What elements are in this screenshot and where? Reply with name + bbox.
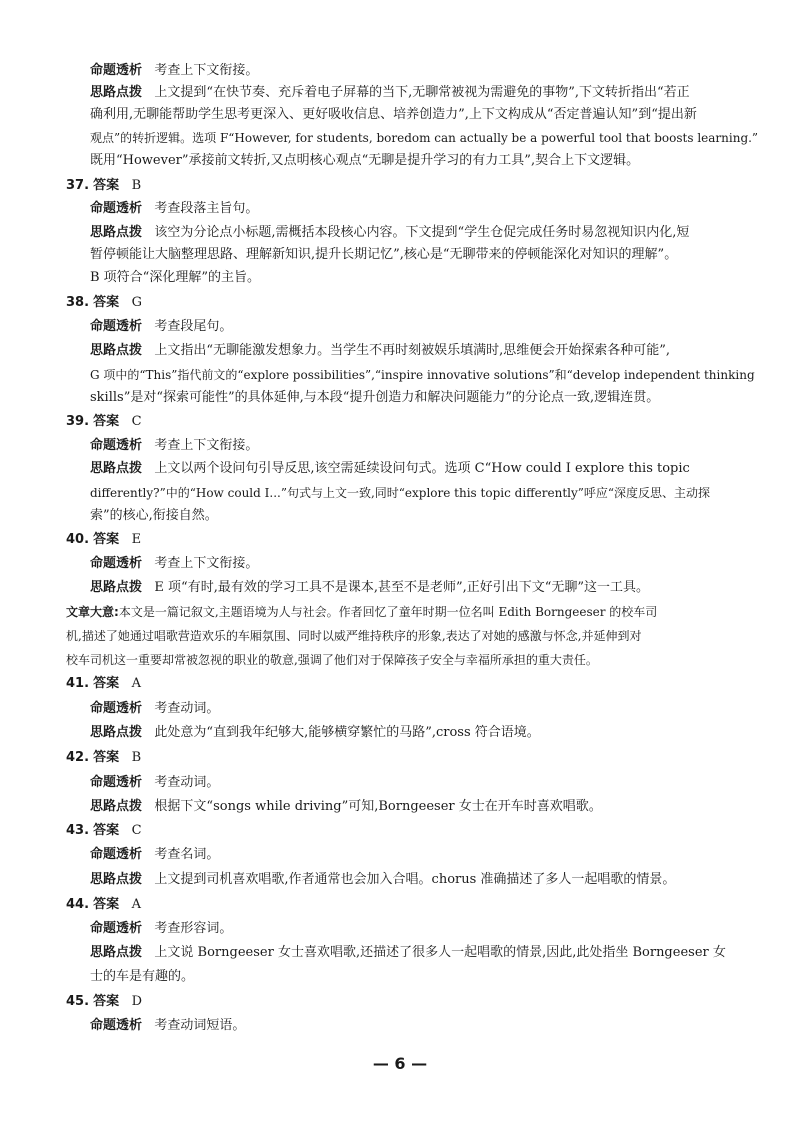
hint-line: 思路点拨 E 项“有时,最有效的学习工具不是课本,甚至不是老师”,正好引出下文“无聊”这一工具。 [90, 580, 650, 595]
page-number: — 6 — [372, 1054, 428, 1073]
answer-line: 41. 答案 A [66, 676, 141, 691]
answer-line: 45. 答案 D [66, 994, 143, 1009]
summary-line: 机,描述了她通过唱歌营造欢乐的车厢氛围、同时以威严维持秩序的形象,表达了对她的感激与怀念,并延伸到对 [66, 629, 642, 643]
hint-line: 观点”的转折逻辑。选项 F“However, for students, boredom can actually be a powerful tool that boosts learning.” [90, 131, 759, 145]
answer-line: 39. 答案 C [66, 414, 142, 429]
hint-line: 思路点拨 上文以两个设问句引导反思,该空需延续设问句式。选项 C“How could I explore this topic [90, 461, 690, 476]
hint-line: 既用“However”承接前文转折,又点明核心观点“无聊是提升学习的有力工具”,契合上下文逻辑。 [90, 153, 640, 168]
hint-line: 士的车是有趣的。 [90, 969, 195, 984]
hint-line: 确利用,无聊能帮助学生思考更深入、更好吸收信息、培养创造力”,上下文构成从“否定普遍认知”到“提出新 [90, 107, 697, 122]
analysis-line: 命题透析 考查段落主旨句。 [90, 201, 259, 216]
hint-line: 思路点拨 上文提到司机喜欢唱歌,作者通常也会加入合唱。chorus 准确描述了多人一起唱歌的情景。 [90, 872, 676, 887]
answer-line: 38. 答案 G [66, 295, 142, 310]
analysis-line: 命题透析 考查动词短语。 [90, 1018, 246, 1033]
hint-line: 思路点拨 上文指出“无聊能激发想象力。当学生不再时刻被娱乐填满时,思维便会开始探索各种可能”, [90, 343, 670, 358]
analysis-line: 命题透析 考查动词。 [90, 701, 220, 716]
analysis-line: 命题透析 考查名词。 [90, 847, 220, 862]
hint-line: 思路点拨 该空为分论点小标题,需概括本段核心内容。下文提到“学生仓促完成任务时易忽视知识内化,短 [90, 225, 690, 240]
hint-line: 思路点拨 上文说 Borngeeser 女士喜欢唱歌,还描述了很多人一起唱歌的情景,因此,此处指坐 Borngeeser 女 [90, 945, 726, 960]
hint-line: 思路点拨 上文提到“在快节奏、充斥着电子屏幕的当下,无聊常被视为需避免的事物”,下文转折指出“若正 [90, 85, 690, 100]
answer-line: 44. 答案 A [66, 897, 141, 912]
answer-line: 40. 答案 E [66, 532, 142, 547]
hint-line: 索”的核心,衔接自然。 [90, 508, 218, 523]
hint-line: 暂停顿能让大脑整理思路、理解新知识,提升长期记忆”,核心是“无聊带来的停顿能深化对知识的理解”。 [90, 247, 678, 262]
analysis-line: 命题透析 考查动词。 [90, 775, 220, 790]
hint-line: B 项符合“深化理解”的主旨。 [90, 270, 260, 285]
hint-line: G 项中的“This”指代前文的“explore possibilities”,“inspire innovative solutions”和“develop independent thinking [90, 368, 755, 382]
answer-line: 37. 答案 B [66, 178, 142, 193]
analysis-line: 命题透析 考查形容词。 [90, 921, 233, 936]
answer-line: 42. 答案 B [66, 750, 142, 765]
hint-line: 思路点拨 此处意为“直到我年纪够大,能够横穿繁忙的马路”,cross 符合语境。 [90, 725, 540, 740]
summary-line: 校车司机这一重要却常被忽视的职业的敬意,强调了他们对于保障孩子安全与幸福所承担的重大责任。 [66, 653, 598, 667]
hint-line: skills”是对“探索可能性”的具体延伸,与本段“提升创造力和解决问题能力”的分论点一致,逻辑连贯。 [90, 390, 660, 405]
hint-line: differently?”中的“How could I...”句式与上文一致,同时“explore this topic differently”呼应“深度反思、主动探 [90, 486, 711, 500]
summary-line: 文章大意:本文是一篇记叙文,主题语境为人与社会。作者回忆了童年时期一位名叫 Edith Borngeeser 的校车司 [66, 605, 658, 619]
hint-line: 思路点拨 根据下文“songs while driving”可知,Borngeeser 女士在开车时喜欢唱歌。 [90, 799, 602, 814]
analysis-line: 命题透析 考查上下文衔接。 [90, 63, 259, 78]
analysis-line: 命题透析 考查上下文衔接。 [90, 556, 259, 571]
answer-line: 43. 答案 C [66, 823, 142, 838]
analysis-line: 命题透析 考查上下文衔接。 [90, 438, 259, 453]
analysis-line: 命题透析 考查段尾句。 [90, 319, 233, 334]
